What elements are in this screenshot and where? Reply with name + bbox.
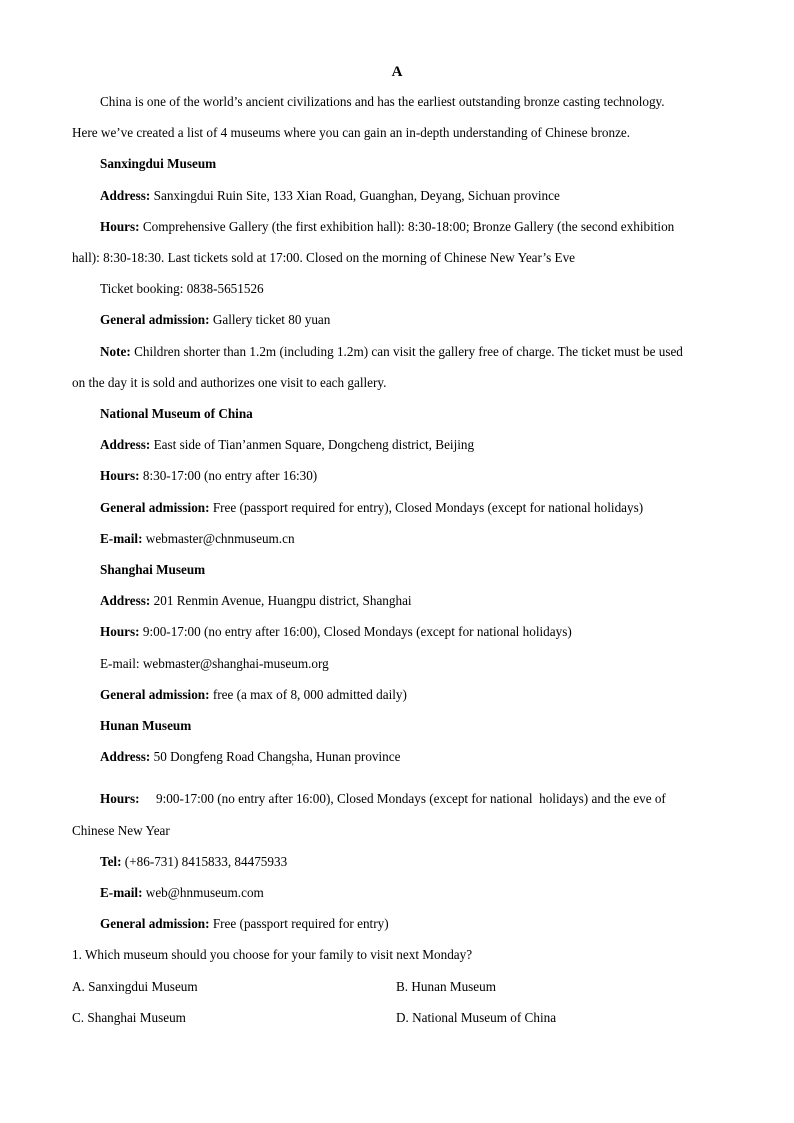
stray-comma-mark: ' (292, 762, 294, 773)
sanxingdui-address (72, 180, 722, 211)
email-label: E-mail: (100, 885, 143, 901)
sanxingdui-hours-cont: hall): 8:30-18:30. Last tickets sold at 17:00. Closed on the morning of Chinese New Year’s Eve (72, 250, 576, 266)
intro-line-1: China is one of the world’s ancient civilizations and has the earliest outstanding bronze casting technology. (100, 94, 665, 109)
email-label: E-mail: (100, 530, 143, 546)
sanxingdui-hours (72, 211, 722, 242)
sanxingdui-admission (72, 304, 722, 335)
hours-value: 8:30-17:00 (no entry after 16:30) (139, 468, 318, 484)
national-hours (72, 460, 722, 491)
shanghai-address (72, 585, 722, 616)
note-value: Children shorter than 1.2m (including 1.2m) can visit the gallery free of charge. The ticket must be used (130, 343, 683, 359)
sanxingdui-note-cont: on the day it is sold and authorizes one visit to each gallery. (72, 374, 387, 390)
admission-value: Free (passport required for entry), Closed Mondays (except for national holidays) (209, 499, 644, 515)
address-label: Address: (100, 749, 151, 765)
address-value: Sanxingdui Ruin Site, 133 Xian Road, Guanghan, Deyang, Sichuan province (150, 187, 560, 203)
shanghai-email: E-mail: webmaster@shanghai-museum.org (100, 655, 329, 671)
email-value: webmaster@chnmuseum.cn (142, 530, 295, 546)
passage-body (72, 86, 722, 1033)
admission-value: Gallery ticket 80 yuan (209, 312, 331, 328)
shanghai-hours (72, 616, 722, 647)
email-value: web@hnmuseum.com (142, 885, 264, 901)
hours-label: Hours: (100, 791, 140, 807)
shanghai-admission (72, 679, 722, 710)
address-value: East side of Tian’anmen Square, Dongcheng district, Beijing (150, 437, 475, 453)
hunan-hours (72, 783, 722, 814)
address-label: Address: (100, 593, 151, 609)
address-value: 201 Renmin Avenue, Huangpu district, Shanghai (150, 593, 412, 609)
hunan-hours-cont: Chinese New Year (72, 822, 170, 838)
admission-label: General admission: (100, 499, 210, 515)
address-label: Address: (100, 187, 151, 203)
admission-label: General admission: (100, 916, 210, 932)
shanghai-title: Shanghai Museum (100, 562, 206, 578)
national-address (72, 429, 722, 460)
hunan-tel (72, 846, 722, 877)
tel-value: (+86-731) 8415833, 84475933 (121, 853, 288, 869)
address-label: Address: (100, 437, 151, 453)
paragraph-gap (72, 772, 722, 783)
hunan-address (72, 741, 722, 772)
option-d[interactable]: D. National Museum of China (396, 1009, 557, 1025)
national-admission (72, 492, 722, 523)
admission-label: General admission: (100, 312, 210, 328)
admission-value: Free (passport required for entry) (209, 916, 389, 932)
sanxingdui-title: Sanxingdui Museum (100, 156, 217, 172)
hours-label: Hours: (100, 624, 140, 640)
admission-label: General admission: (100, 686, 210, 702)
option-a[interactable]: A. Sanxingdui Museum (72, 978, 198, 994)
hunan-title: Hunan Museum (100, 718, 192, 734)
national-email (72, 523, 722, 554)
admission-value: free (a max of 8, 000 admitted daily) (209, 686, 407, 702)
sanxingdui-booking: Ticket booking: 0838-5651526 (100, 281, 264, 297)
hunan-admission (72, 908, 722, 939)
hours-value: Comprehensive Gallery (the first exhibition hall): 8:30-18:00; Bronze Gallery (the second exhibition (139, 218, 675, 234)
national-title: National Museum of China (100, 406, 253, 422)
intro-line-2: Here we’ve created a list of 4 museums where you can gain an in-depth understanding of Chinese bronze. (72, 125, 631, 141)
sanxingdui-note (72, 336, 722, 367)
hours-value: 9:00-17:00 (no entry after 16:00), Closed Mondays (except for national holidays) and the eve of (139, 791, 666, 807)
passage-heading: A (391, 64, 403, 80)
question-stem: 1. Which museum should you choose for your family to visit next Monday? (72, 947, 473, 963)
option-c[interactable]: C. Shanghai Museum (72, 1009, 186, 1025)
hours-label: Hours: (100, 468, 140, 484)
hours-value: 9:00-17:00 (no entry after 16:00), Closed Mondays (except for national holidays) (139, 624, 572, 640)
hunan-email (72, 877, 722, 908)
hours-label: Hours: (100, 218, 140, 234)
answer-options (72, 971, 722, 1033)
option-b[interactable]: B. Hunan Museum (396, 978, 497, 994)
tel-label: Tel: (100, 853, 122, 869)
address-value: 50 Dongfeng Road Changsha, Hunan province (150, 749, 401, 765)
note-label: Note: (100, 343, 131, 359)
